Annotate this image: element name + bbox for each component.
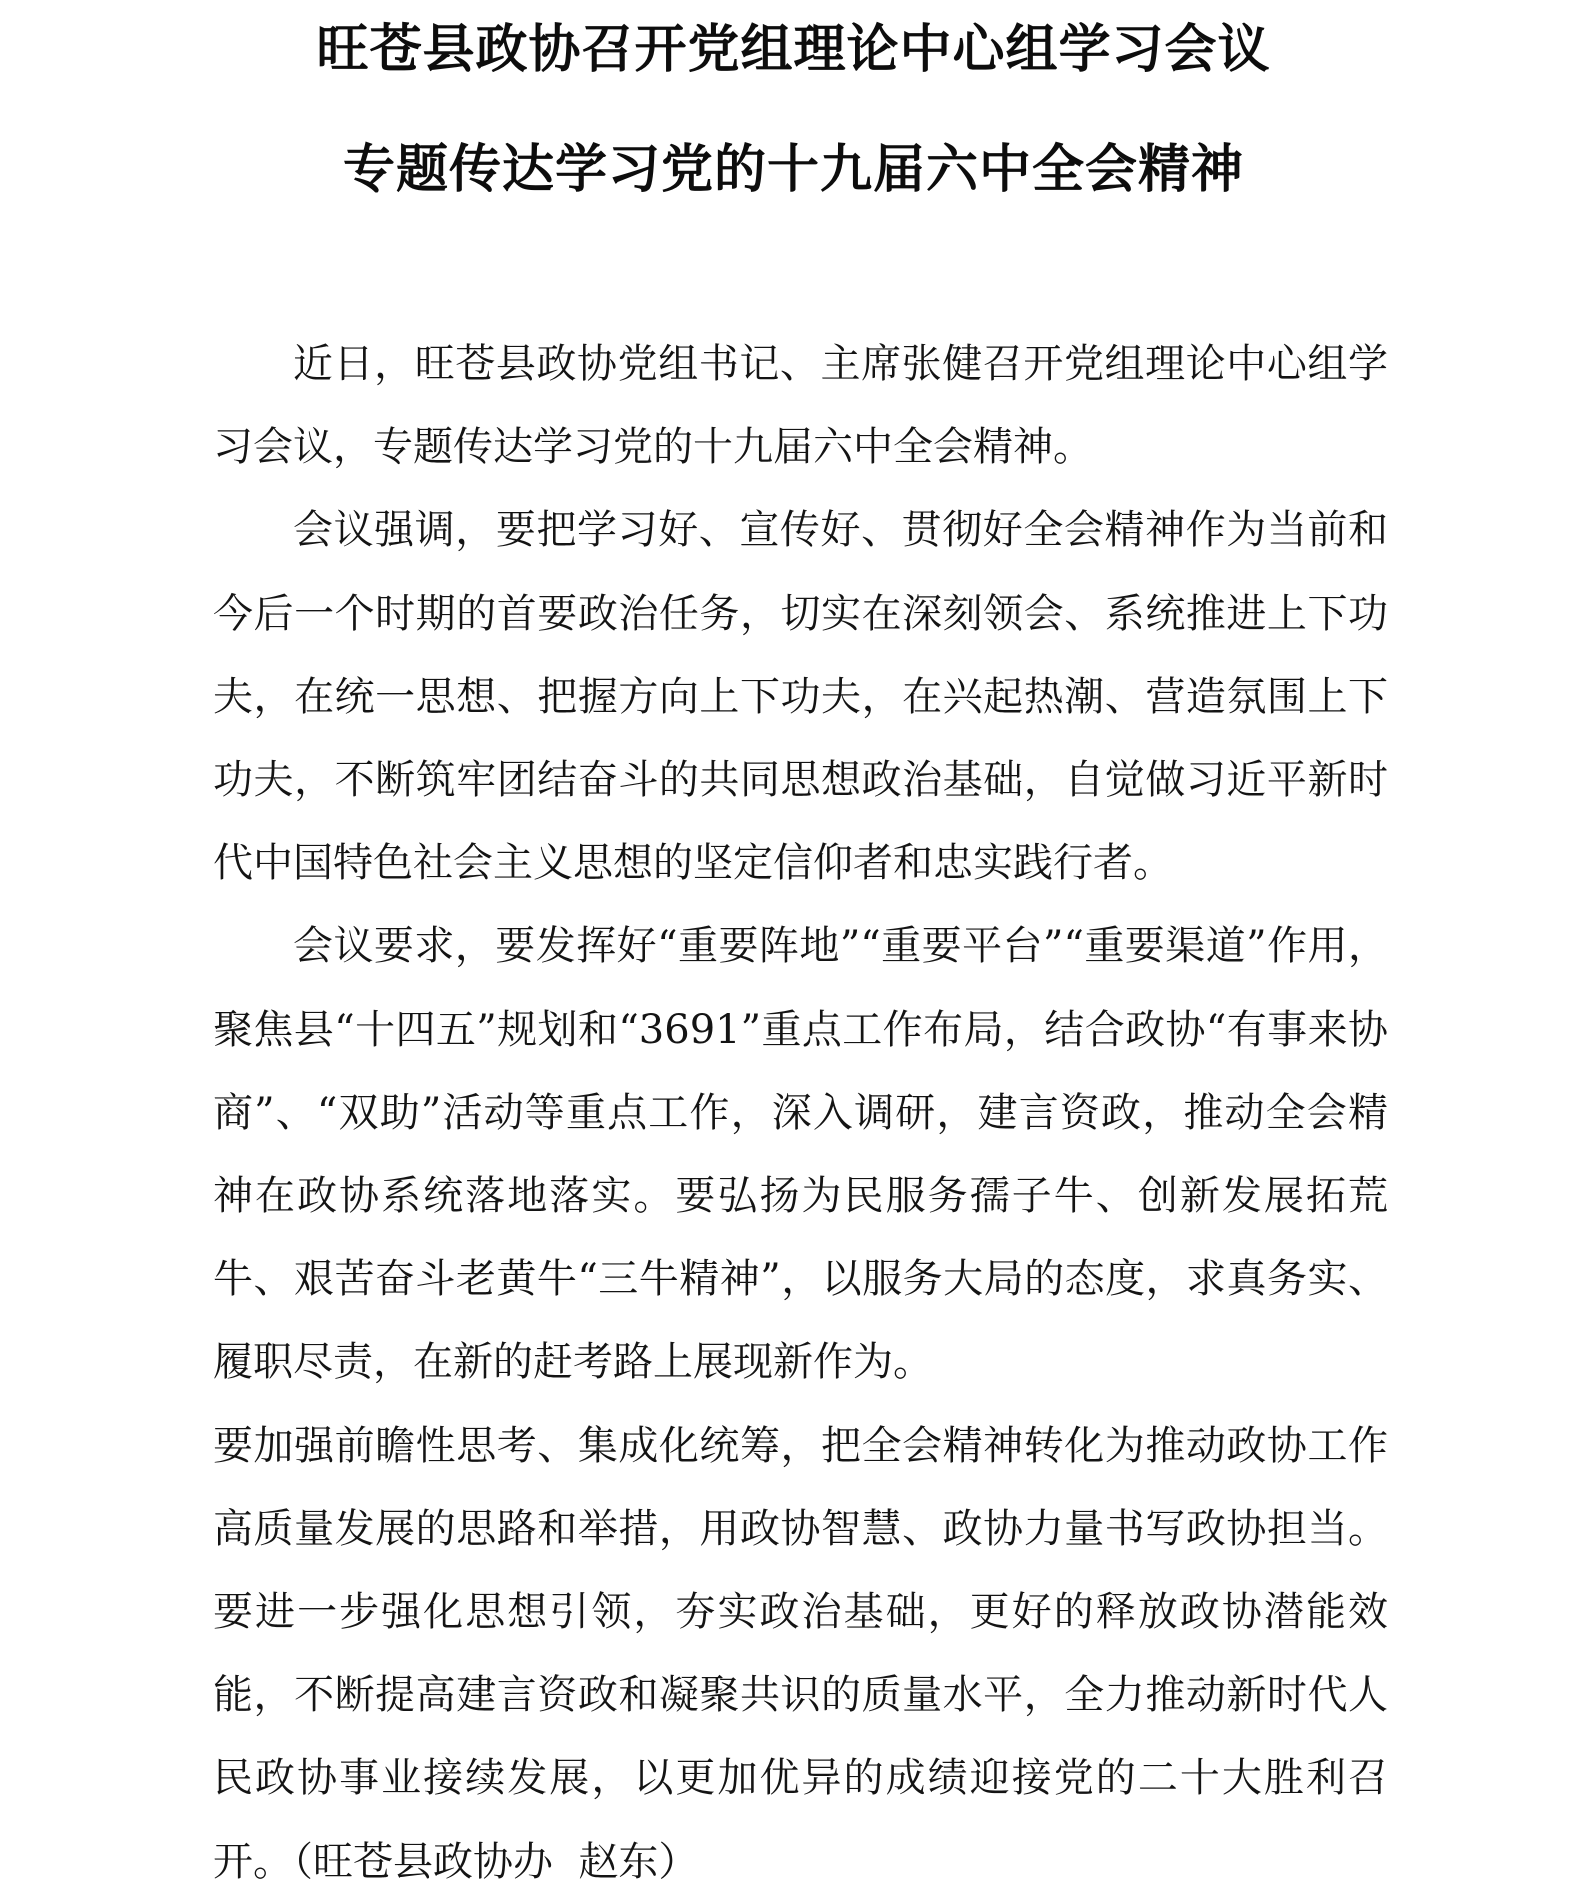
paragraph-2: 会议强调，要把学习好、宣传好、贯彻好全会精神作为当前和今后一个时期的首要政治任务，切实在深刻领会、系统推进上下功夫，在统一思想、把握方向上下功夫，在兴起热潮、营造氛围上下功夫，不断筑牢团结奋斗的共同思想政治基础，自觉做习近平新时代中国特色社会主义思想的坚定信仰者和忠实践行者。 (213, 507, 1388, 887)
article-body (213, 323, 1388, 1904)
byline: （旺苍县政协办 赵东） (293, 1838, 699, 1885)
paragraph-1: 近日，旺苍县政协党组书记、主席张健召开党组理论中心组学习会议，专题传达学习党的十九届六中全会精神。 (213, 341, 1388, 471)
paragraph-4 (213, 1405, 1388, 1904)
title-line-1: 旺苍县政协召开党组理论中心组学习会议 (316, 19, 1271, 80)
paragraph-3: 会议要求，要发挥好“重要阵地”“重要平台”“重要渠道”作用，聚焦县“十四五”规划和“3691”重点工作布局，结合政协“有事来协商”、“双助”活动等重点工作，深入调研，建言资政，推动全会精神在政协系统落地落实。要弘扬为民服务孺子牛、创新发展拓荒牛、艰苦奋斗老黄牛“三牛精神”，以服务大局的态度，求真务实、履职尽责，在新的赶考路上展现新作为。 (213, 923, 1388, 1386)
title-line-2: 专题传达学习党的十九届六中全会精神 (342, 139, 1244, 200)
paragraph-4-text: 要加强前瞻性思考、集成化统筹，把全会精神转化为推动政协工作高质量发展的思路和举措，用政协智慧、政协力量书写政协担当。要进一步强化思想引领，夯实政治基础，更好的释放政协潜能效能，不断提高建言资政和凝聚共识的质量水平，全力推动新时代人民政协事业接续发展，以更加优异的成绩迎接党的二十大胜利召开。 (213, 1422, 1388, 1885)
